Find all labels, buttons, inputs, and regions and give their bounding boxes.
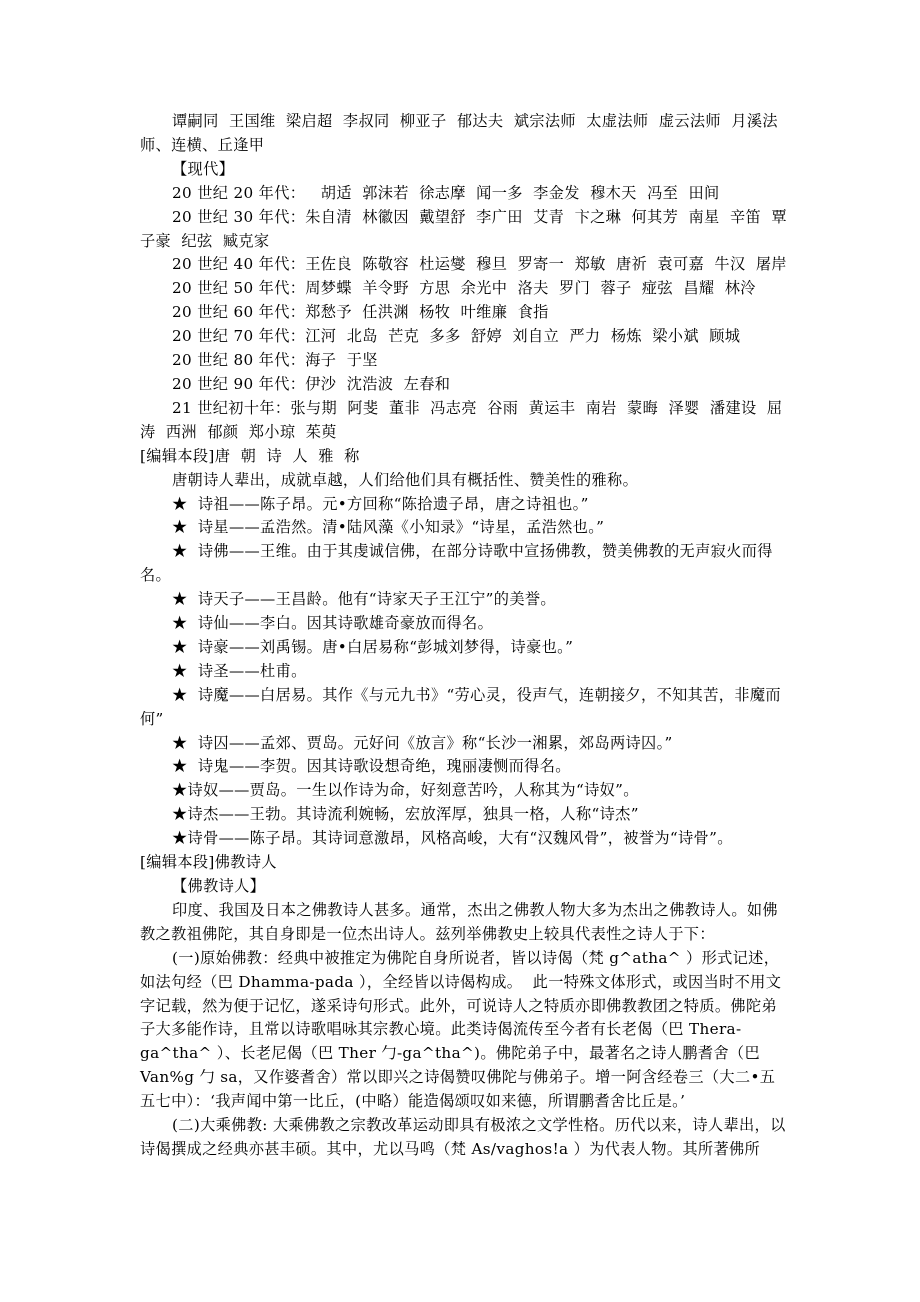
paragraph: 20 世纪 60 年代：郑愁予 任洪渊 杨牧 叶维廉 食指 xyxy=(172,303,549,322)
paragraph: ★ 诗豪——刘禹锡。唐•白居易称“彭城刘梦得，诗豪也。” xyxy=(172,637,574,656)
paragraph: 20 世纪 20 年代： 胡适 郭沫若 徐志摩 闻一多 李金发 穆木天 冯至 田间 xyxy=(172,183,720,202)
paragraph: ★ 诗圣——杜甫。 xyxy=(172,661,307,680)
paragraph: ★ 诗仙——李白。因其诗歌雄奇豪放而得名。 xyxy=(172,614,494,633)
paragraph: 【佛教诗人】 xyxy=(172,877,266,895)
paragraph: ★诗奴——贾岛。一生以作诗为命，好刻意苦吟，人称其为“诗奴”。 xyxy=(172,781,639,800)
paragraph: ★ 诗魔——白居易。其作《与元九书》“劳心灵，役声气，连朝接夕，不知其苦，非魔而何” xyxy=(140,685,781,728)
paragraph: 唐朝诗人辈出，成就卓越，人们给他们具有概括性、赞美性的雅称。 xyxy=(172,470,639,489)
paragraph: ★ 诗佛——王维。由于其虔诚信佛，在部分诗歌中宣扬佛教，赞美佛教的无声寂火而得名。 xyxy=(140,542,773,585)
paragraph: 20 世纪 30 年代：朱自清 林徽因 戴望舒 李广田 艾青 卞之琳 何其芳 南星 辛笛 覃子豪 纪弦 臧克家 xyxy=(140,207,787,250)
paragraph: (二)大乘佛教: 大乘佛教之宗教改革运动即具有极浓之文学性格。历代以来，诗人辈出，以诗偈撰成之经典亦甚丰硕。其中，尤以马鸣（梵 As/vaghos!a ）为代表人物。其所著佛所 xyxy=(140,1116,786,1158)
paragraph: ★ 诗星——孟浩然。清•陆风藻《小知录》“诗星，孟浩然也。” xyxy=(172,518,605,537)
section-heading: [编辑本段]佛教诗人 xyxy=(140,853,277,872)
paragraph: 【现代】 xyxy=(172,159,235,178)
paragraph: ★ 诗鬼——李贺。因其诗歌设想奇绝，瑰丽凄恻而得名。 xyxy=(172,757,571,776)
paragraph: ★诗杰——王勃。其诗流利婉畅，宏放浑厚，独具一格，人称“诗杰” xyxy=(172,805,639,824)
paragraph: 20 世纪 80 年代：海子 于坚 xyxy=(172,351,378,370)
paragraph: 20 世纪 70 年代：江河 北岛 芒克 多多 舒婷 刘自立 严力 杨炼 梁小斌 顾城 xyxy=(172,327,741,346)
paragraph: ★ 诗囚——孟郊、贾岛。元好问《放言》称“长沙一湘累，郊岛两诗囚。” xyxy=(172,733,673,752)
paragraph: 21 世纪初十年：张与期 阿斐 董非 冯志亮 谷雨 黄运丰 南岩 蒙晦 泽婴 潘建设 屈涛 西洲 郁颜 郑小琼 茱萸 xyxy=(140,398,783,441)
paragraph: ★ 诗祖——陈子昂。元•方回称“陈拾遗子昂，唐之诗祖也。” xyxy=(172,494,589,513)
paragraph: (一)原始佛教：经典中被推定为佛陀自身所说者，皆以诗偈（梵 g^atha^ ）形式记述，如法句经（巴 Dhamma-pada ），全经皆以诗偈构成。 此一特殊文体形式，或因当时不用文字记载，然为便于记忆，遂采诗句形式。此外，可说诗人之特质亦即佛教教团之特质。佛陀弟子大多能作诗，且常以诗歌唱咏其宗教心境。此类诗偈流传至今者有长老偈（巴 Thera-ga^tha^ ）、长老尼偈（巴 Ther 勹-ga^tha^)。佛陀弟子中，最著名之诗人鹏耆舍（巴 Van%g 勹 sa，又作婆耆舍）常以即兴之诗偈赞叹佛陀与佛弟子。增一阿含经卷三（大二•五五七中）：‘我声闻中第一比丘，(中略）能造偈颂叹如来德，所谓鹏耆舍比丘是。’ xyxy=(140,948,782,1111)
document-body xyxy=(140,110,788,1162)
section-heading: [编辑本段]唐 朝 诗 人 雅 称 xyxy=(140,446,360,465)
paragraph: 谭嗣同 王国维 梁启超 李叔同 柳亚子 郁达夫 斌宗法师 太虚法师 虚云法师 月溪法师、连横、丘逢甲 xyxy=(140,112,778,154)
paragraph: 20 世纪 50 年代：周梦蝶 羊令野 方思 余光中 洛夫 罗门 蓉子 痖弦 昌耀 林泠 xyxy=(172,279,756,298)
paragraph: 20 世纪 90 年代：伊沙 沈浩波 左春和 xyxy=(172,374,451,393)
paragraph: ★ 诗天子——王昌龄。他有“诗家天子王江宁”的美誉。 xyxy=(172,590,556,609)
paragraph: 20 世纪 40 年代：王佐良 陈敬容 杜运燮 穆旦 罗寄一 郑敏 唐祈 袁可嘉 牛汉 屠岸 xyxy=(172,255,787,274)
paragraph: 印度、我国及日本之佛教诗人甚多。通常，杰出之佛教人物大多为杰出之佛教诗人。如佛教之教祖佛陀，其自身即是一位杰出诗人。兹列举佛教史上较具代表性之诗人于下： xyxy=(140,900,778,943)
paragraph: ★诗骨——陈子昂。其诗词意激昂，风格高峻，大有“汉魏风骨”，被誉为“诗骨”。 xyxy=(172,829,733,848)
